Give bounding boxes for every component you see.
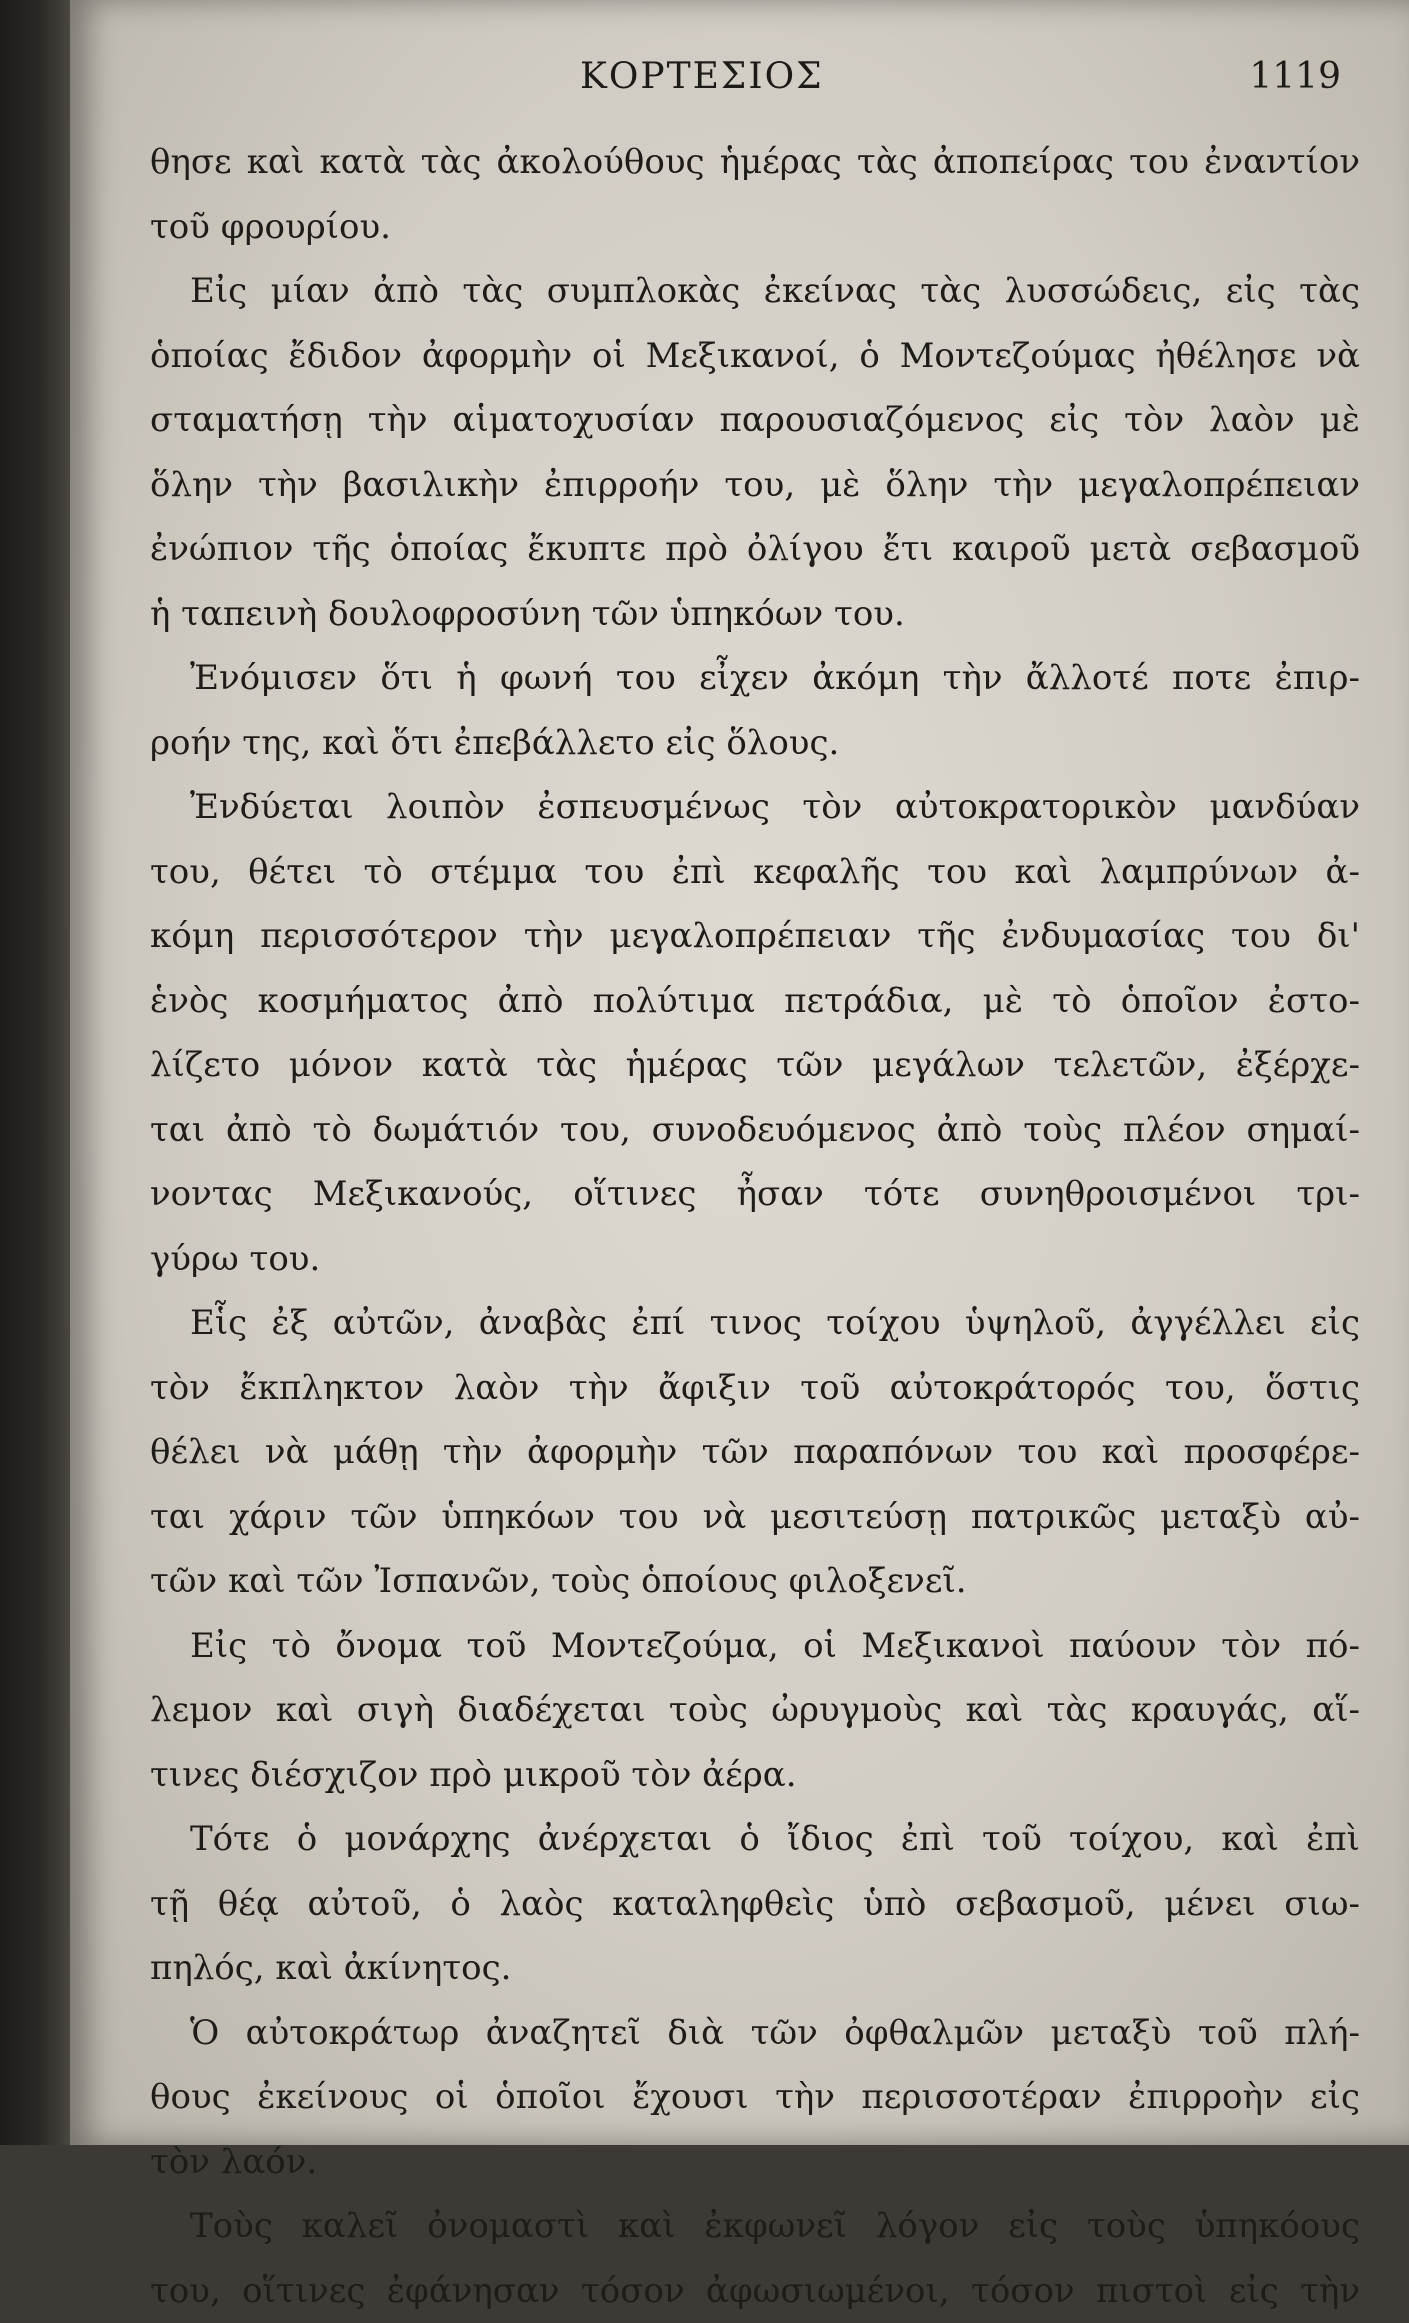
text-line: ται χάριν τῶν ὑπηκόων του νὰ μεσιτεύσῃ πατρικῶς μεταξὺ αὐ-	[150, 1485, 1360, 1550]
running-head	[70, 56, 1409, 106]
running-title: ΚΟΡΤΕΣΙΟΣ	[580, 56, 824, 97]
text-line: θησε καὶ κατὰ τὰς ἀκολούθους ἡμέρας τὰς ἀποπείρας του ἐναντίον	[150, 130, 1360, 195]
text-line: γύρω του.	[150, 1227, 1360, 1292]
text-line: τὸν ἔκπληκτον λαὸν τὴν ἄφιξιν τοῦ αὐτοκράτορός του, ὅστις	[150, 1356, 1360, 1421]
text-line: Εἰς τὸ ὄνομα τοῦ Μοντεζούμα, οἱ Μεξικανοὶ παύουν τὸν πό-	[150, 1614, 1360, 1679]
text-line: Τοὺς καλεῖ ὀνομαστὶ καὶ ἐκφωνεῖ λόγον εἰς τοὺς ὑπηκόους	[150, 2194, 1360, 2259]
text-line: λεμον καὶ σιγὴ διαδέχεται τοὺς ὠρυγμοὺς καὶ τὰς κραυγάς, αἵ-	[150, 1678, 1360, 1743]
text-line: ται ἀπὸ τὸ δωμάτιόν του, συνοδευόμενος ἀπὸ τοὺς πλέον σημαί-	[150, 1098, 1360, 1163]
text-line: Ἐνδύεται λοιπὸν ἐσπευσμένως τὸν αὐτοκρατορικὸν μανδύαν	[150, 775, 1360, 840]
text-line: λίζετο μόνον κατὰ τὰς ἡμέρας τῶν μεγάλων τελετῶν, ἐξέρχε-	[150, 1033, 1360, 1098]
text-line: τῶν καὶ τῶν Ἰσπανῶν, τοὺς ὁποίους φιλοξενεῖ.	[150, 1549, 1360, 1614]
text-line: θέλει νὰ μάθῃ τὴν ἀφορμὴν τῶν παραπόνων του καὶ προσφέρε-	[150, 1420, 1360, 1485]
text-line: τῇ θέᾳ αὐτοῦ, ὁ λαὸς καταληφθεὶς ὑπὸ σεβασμοῦ, μένει σιω-	[150, 1872, 1360, 1937]
text-line: κόμη περισσότερον τὴν μεγαλοπρέπειαν τῆς ἐνδυμασίας του δι'	[150, 904, 1360, 969]
text-line: του, θέτει τὸ στέμμα του ἐπὶ κεφαλῆς του καὶ λαμπρύνων ἀ-	[150, 840, 1360, 905]
text-line: Εἰς μίαν ἀπὸ τὰς συμπλοκὰς ἐκείνας τὰς λυσσώδεις, εἰς τὰς	[150, 259, 1360, 324]
text-line: Εἷς ἐξ αὐτῶν, ἀναβὰς ἐπί τινος τοίχου ὑψηλοῦ, ἀγγέλλει εἰς	[150, 1291, 1360, 1356]
text-line: ὅλην τὴν βασιλικὴν ἐπιρροήν του, μὲ ὅλην τὴν μεγαλοπρέπειαν	[150, 453, 1360, 518]
text-line: του, οἵτινες ἐφάνησαν τόσον ἀφωσιωμένοι, τόσον πιστοὶ εἰς τὴν	[150, 2259, 1360, 2323]
book-binding-edge	[0, 0, 70, 2145]
text-line: ἑνὸς κοσμήματος ἀπὸ πολύτιμα πετράδια, μὲ τὸ ὁποῖον ἐστο-	[150, 969, 1360, 1034]
text-line: τοῦ φρουρίου.	[150, 195, 1360, 260]
text-line: Ἐνόμισεν ὅτι ἡ φωνή του εἶχεν ἀκόμη τὴν ἄλλοτέ ποτε ἐπιρ-	[150, 646, 1360, 711]
book-page	[70, 0, 1409, 2145]
text-line: νοντας Μεξικανούς, οἵτινες ἦσαν τότε συνηθροισμένοι τρι-	[150, 1162, 1360, 1227]
text-line: τὸν λαόν.	[150, 2130, 1360, 2195]
text-line: ὁποίας ἔδιδον ἀφορμὴν οἱ Μεξικανοί, ὁ Μοντεζούμας ἠθέλησε νὰ	[150, 324, 1360, 389]
body-text	[150, 130, 1360, 2323]
text-line: ροήν της, καὶ ὅτι ἐπεβάλλετο εἰς ὅλους.	[150, 711, 1360, 776]
text-line: ἐνώπιον τῆς ὁποίας ἔκυπτε πρὸ ὀλίγου ἔτι καιροῦ μετὰ σεβασμοῦ	[150, 517, 1360, 582]
page-number: 1119	[1249, 56, 1341, 97]
text-line: πηλός, καὶ ἀκίνητος.	[150, 1936, 1360, 2001]
text-line: σταματήσῃ τὴν αἱματοχυσίαν παρουσιαζόμενος εἰς τὸν λαὸν μὲ	[150, 388, 1360, 453]
text-line: Τότε ὁ μονάρχης ἀνέρχεται ὁ ἴδιος ἐπὶ τοῦ τοίχου, καὶ ἐπὶ	[150, 1807, 1360, 1872]
text-line: τινες διέσχιζον πρὸ μικροῦ τὸν ἀέρα.	[150, 1743, 1360, 1808]
text-line: θους ἐκείνους οἱ ὁποῖοι ἔχουσι τὴν περισσοτέραν ἐπιρροὴν εἰς	[150, 2065, 1360, 2130]
text-line: Ὁ αὐτοκράτωρ ἀναζητεῖ διὰ τῶν ὀφθαλμῶν μεταξὺ τοῦ πλή-	[150, 2001, 1360, 2066]
text-line: ἡ ταπεινὴ δουλοφροσύνη τῶν ὑπηκόων του.	[150, 582, 1360, 647]
